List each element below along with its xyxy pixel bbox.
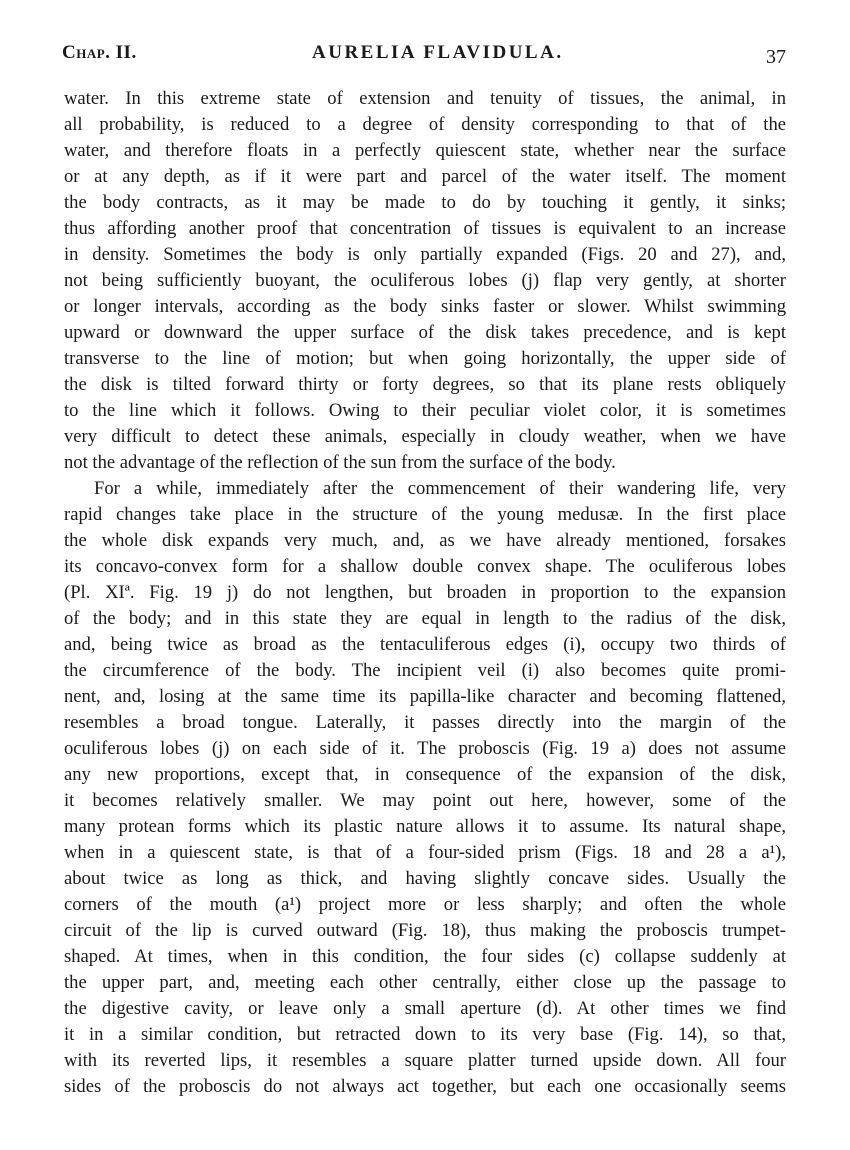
text-line: the upper part, and, meeting each other centrally, either close up the passage to: [64, 972, 786, 993]
text-line: with its reverted lips, it resembles a square platter turned upside down. All four: [64, 1050, 786, 1071]
text-line: or longer intervals, according as the body sinks faster or slower. Whilst swimming: [64, 296, 786, 317]
body-text: [64, 86, 786, 1100]
text-line: or at any depth, as if it were part and parcel of the water itself. The moment: [64, 166, 786, 187]
text-line: very difficult to detect these animals, especially in cloudy weather, when we have: [64, 426, 786, 447]
text-line: not being sufficiently buoyant, the oculiferous lobes (j) flap very gently, at shorter: [64, 270, 786, 291]
text-line: its concavo-convex form for a shallow double convex shape. The oculiferous lobes: [64, 556, 786, 577]
text-line: and, being twice as broad as the tentaculiferous edges (i), occupy two thirds of: [64, 634, 786, 655]
text-line: all probability, is reduced to a degree of density corresponding to that of the: [64, 114, 786, 135]
text-line: water. In this extreme state of extension and tenuity of tissues, the animal, in: [64, 88, 786, 109]
text-line: when in a quiescent state, is that of a four-sided prism (Figs. 18 and 28 a a¹),: [64, 842, 786, 863]
text-line: not the advantage of the reflection of the sun from the surface of the body.: [64, 452, 616, 473]
text-line: to the line which it follows. Owing to their peculiar violet color, it is sometimes: [64, 400, 786, 421]
text-line: transverse to the line of motion; but when going horizontally, the upper side of: [64, 348, 786, 369]
text-line: thus affording another proof that concentration of tissues is equivalent to an increase: [64, 218, 786, 239]
text-line: (Pl. XIª. Fig. 19 j) do not lengthen, but broaden in proportion to the expansion: [64, 582, 786, 603]
text-line: oculiferous lobes (j) on each side of it. The proboscis (Fig. 19 a) does not assume: [64, 738, 786, 759]
text-line: about twice as long as thick, and having slightly concave sides. Usually the: [64, 868, 786, 889]
text-line: the digestive cavity, or leave only a small aperture (d). At other times we find: [64, 998, 786, 1019]
text-line: resembles a broad tongue. Laterally, it passes directly into the margin of the: [64, 712, 786, 733]
text-line: in density. Sometimes the body is only partially expanded (Figs. 20 and 27), and,: [64, 244, 786, 265]
text-line: it becomes relatively smaller. We may point out here, however, some of the: [64, 790, 786, 811]
text-line: circuit of the lip is curved outward (Fig. 18), thus making the proboscis trumpet-: [64, 920, 786, 941]
running-title: AURELIA FLAVIDULA.: [312, 42, 564, 63]
text-line: nent, and, losing at the same time its papilla-like character and becoming flattened,: [64, 686, 786, 707]
text-line: For a while, immediately after the commencement of their wandering life, very: [94, 478, 786, 499]
text-line: many protean forms which its plastic nature allows it to assume. Its natural shape,: [64, 816, 786, 837]
text-line: any new proportions, except that, in consequence of the expansion of the disk,: [64, 764, 786, 785]
text-line: the body contracts, as it may be made to do by touching it gently, it sinks;: [64, 192, 786, 213]
text-line: corners of the mouth (a¹) project more or less sharply; and often the whole: [64, 894, 786, 915]
text-line: upward or downward the upper surface of the disk takes precedence, and is kept: [64, 322, 786, 343]
text-line: shaped. At times, when in this condition, the four sides (c) collapse suddenly at: [64, 946, 786, 967]
page-number: 37: [766, 46, 786, 68]
text-line: the disk is tilted forward thirty or forty degrees, so that its plane rests obliquely: [64, 374, 786, 395]
text-line: it in a similar condition, but retracted down to its very base (Fig. 14), so that,: [64, 1024, 786, 1045]
text-line: of the body; and in this state they are equal in length to the radius of the disk,: [64, 608, 786, 629]
text-line: the circumference of the body. The incipient veil (i) also becomes quite promi-: [64, 660, 786, 681]
text-line: the whole disk expands very much, and, as we have already mentioned, forsakes: [64, 530, 786, 551]
running-head: [62, 38, 786, 72]
text-line: sides of the proboscis do not always act together, but each one occasionally seems: [64, 1076, 786, 1097]
chapter-label: Chap. II.: [62, 42, 137, 63]
text-line: rapid changes take place in the structure of the young medusæ. In the first place: [64, 504, 786, 525]
text-line: water, and therefore floats in a perfectly quiescent state, whether near the surface: [64, 140, 786, 161]
